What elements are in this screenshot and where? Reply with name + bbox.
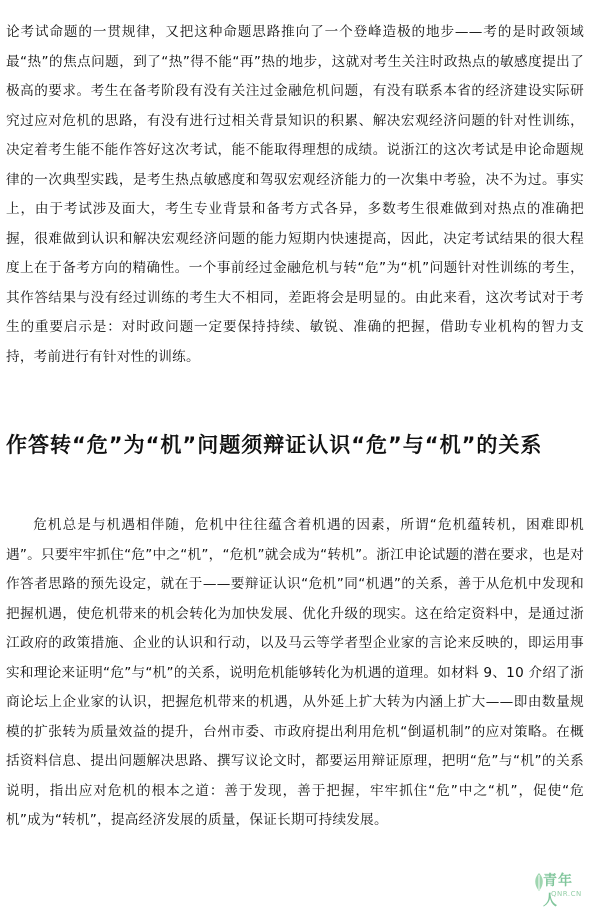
section-heading: 作答转“危”为“机”问题须辩证认识“危”与“机”的关系 <box>6 433 543 457</box>
watermark-domain: QNR.CN <box>551 890 582 898</box>
watermark-logo-text: 青年人 <box>543 873 573 909</box>
site-watermark <box>533 870 585 909</box>
body-paragraph-2: 危机总是与机遇相伴随，危机中往往蕴含着机遇的因素，所谓“危机蕴转机，困难即机遇”。只要牢牢抓住“危”中之“机”，“危机”就会成为“转机”。浙江申论试题的潜在要求，也是对作答者思路的预先设定，就在于——要辩证认识“危机”同“机遇”的关系，善于从危机中发现和把握机遇，使危机带来的机会转化为加快发展、优化升级的现实。这在给定资料中，是通过浙江政府的政策措施、企业的认识和行动，以及马云等学者型企业家的言论来反映的，即运用事实和理论来证明“危”与“机”的关系，说明危机能够转化为机遇的道理。如材料 9、10 介绍了浙商论坛上企业家的认识，把握危机带来的机遇，从外延上扩大转为内涵上扩大——即由数量规模的扩张转为质量效益的提升，台州市委、市政府提出利用危机“倒逼机制”的应对策略。在概括资料信息、提出问题解决思路、撰写议论文时，都要运用辩证原理，把明“危”与“机”的关系说明，指出应对危机的根本之道：善于发现，善于把握，牢牢抓住“危”中之“机”，促使“危机”成为“转机”，提高经济发展的质量，保证长期可持续发展。 <box>6 517 584 828</box>
body-paragraph-1: 论考试命题的一贯规律，又把这种命题思路推向了一个登峰造极的地步——考的是时政领域最“热”的焦点问题，到了“热”得不能“再”热的地步，这就对考生关注时政热点的敏感度提出了极高的要求。考生在备考阶段有没有关注过金融危机问题，有没有联系本省的经济建设实际研究过应对危机的思路，有没有进行过相关背景知识的积累、解决宏观经济问题的针对性训练，决定着考生能不能作答好这次考试，能不能取得理想的成绩。说浙江的这次考试是申论命题规律的一次典型实践，是考生热点敏感度和驾驭宏观经济能力的一次集中考验，决不为过。事实上，由于考试涉及面大，考生专业背景和备考方式各异，多数考生很难做到对热点的准确把握，很难做到认识和解决宏观经济问题的能力短期内快速提高，因此，决定考试结果的很大程度上在于备考方向的精确性。一个事前经过金融危机与转“危”为“机”问题针对性训练的考生，其作答结果与没有经过训练的考生大不相同，差距将会是明显的。由此来看，这次考试对于考生的重要启示是：对时政问题一定要保持持续、敏锐、准确的把握，借助专业机构的智力支持，考前进行有针对性的训练。 <box>6 24 584 365</box>
